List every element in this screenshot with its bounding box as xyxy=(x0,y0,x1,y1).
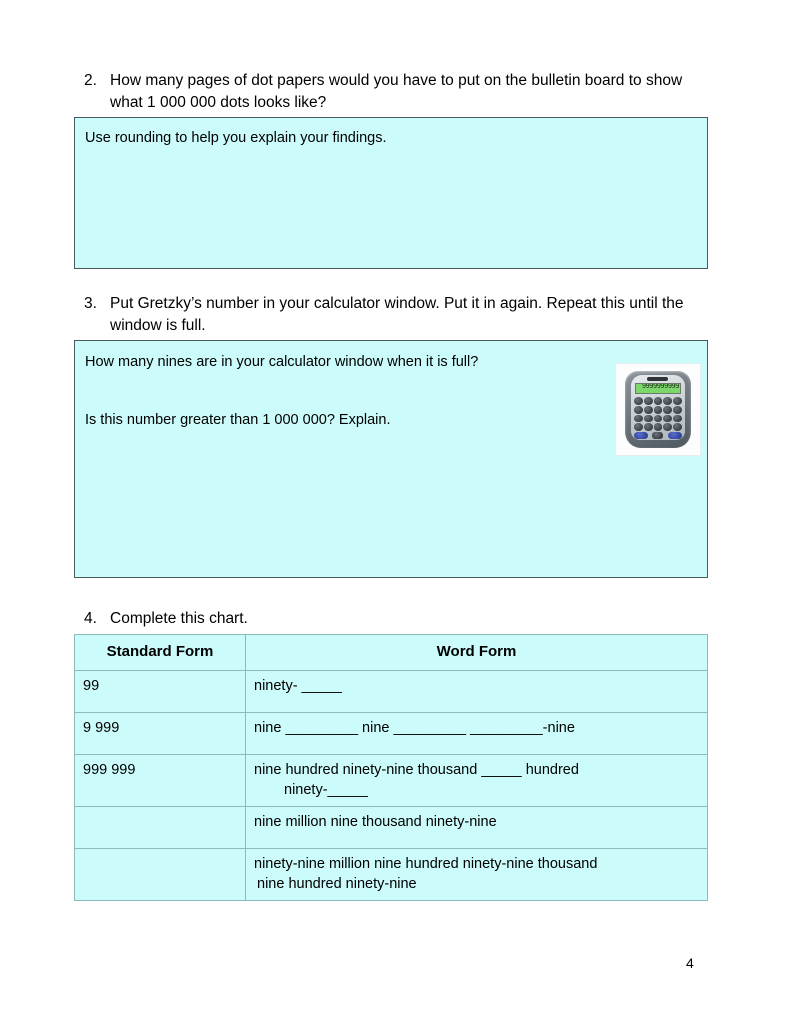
calculator-key xyxy=(644,415,653,423)
cell-word-form-line-1: nine hundred ninety-nine thousand _____ hundred xyxy=(254,762,579,778)
question-4-text: Complete this chart. xyxy=(110,610,248,627)
cell-word-form-line-1: ninety-nine million nine hundred ninety-nine thousand xyxy=(254,856,598,872)
calculator-key-mid xyxy=(652,432,663,439)
calculator-bottom-row xyxy=(634,432,682,440)
table-row[interactable] xyxy=(75,807,708,849)
calculator-key xyxy=(654,415,663,423)
calculator-key xyxy=(673,423,682,431)
question-3 xyxy=(84,293,702,337)
cell-standard-form[interactable] xyxy=(75,807,246,849)
calculator-key xyxy=(644,406,653,414)
calculator-key xyxy=(634,406,643,414)
answer-box-3-prompt-b: Is this number greater than 1 000 000? Explain. xyxy=(85,412,391,428)
calculator-key xyxy=(654,397,663,405)
cell-word-form[interactable] xyxy=(246,755,708,807)
calculator-key xyxy=(673,397,682,405)
answer-box-question-2[interactable] xyxy=(74,117,708,269)
question-4-number: 4. xyxy=(84,610,97,627)
calculator-faceplate xyxy=(631,375,685,440)
question-3-number: 3. xyxy=(84,295,97,312)
calculator-key xyxy=(644,423,653,431)
table-row[interactable] xyxy=(75,755,708,807)
page-number: 4 xyxy=(686,955,694,971)
cell-standard-form[interactable]: 999 999 xyxy=(75,755,246,807)
table-row[interactable] xyxy=(75,671,708,713)
cell-word-form[interactable] xyxy=(246,671,708,713)
calculator-key xyxy=(634,415,643,423)
cell-standard-form[interactable]: 9 999 xyxy=(75,713,246,755)
calculator-key xyxy=(673,415,682,423)
cell-word-form[interactable] xyxy=(246,807,708,849)
question-3-text: Put Gretzky’s number in your calculator window. Put it in again. Repeat this until the window is full. xyxy=(110,295,684,334)
calculator-key xyxy=(663,406,672,414)
cell-word-form-line-1: ninety- _____ xyxy=(254,678,342,694)
calculator-key-wide xyxy=(668,432,682,439)
calculator-key xyxy=(654,406,663,414)
answer-box-3-prompt-a: How many nines are in your calculator window when it is full? xyxy=(85,354,479,370)
cell-word-form-line-1: nine million nine thousand ninety-nine xyxy=(254,814,497,830)
table-row[interactable] xyxy=(75,713,708,755)
question-2-number: 2. xyxy=(84,72,97,89)
cell-word-form-line-2: nine hundred ninety-nine xyxy=(257,876,417,892)
calculator-icon xyxy=(615,363,701,456)
question-2-text: How many pages of dot papers would you have to put on the bulletin board to show what 1 000 000 dots looks like? xyxy=(110,72,683,111)
word-form-chart[interactable] xyxy=(74,634,708,901)
calculator-key xyxy=(663,423,672,431)
calculator-key xyxy=(654,423,663,431)
cell-standard-form[interactable]: 99 xyxy=(75,671,246,713)
cell-word-form-line-1: nine _________ nine _________ _________-nine xyxy=(254,720,575,736)
table-row[interactable] xyxy=(75,849,708,901)
question-2 xyxy=(84,70,684,114)
column-header-standard-form: Standard Form xyxy=(75,635,246,671)
table-header-row xyxy=(75,635,708,671)
question-4 xyxy=(84,608,504,630)
calculator-body xyxy=(625,371,691,448)
cell-word-form[interactable] xyxy=(246,713,708,755)
calculator-keypad xyxy=(634,397,682,431)
cell-standard-form[interactable] xyxy=(75,849,246,901)
answer-box-question-3[interactable] xyxy=(74,340,708,578)
calculator-key xyxy=(634,423,643,431)
calculator-key xyxy=(673,406,682,414)
calculator-key xyxy=(644,397,653,405)
cell-word-form[interactable] xyxy=(246,849,708,901)
calculator-key xyxy=(663,415,672,423)
calculator-key xyxy=(634,397,643,405)
answer-box-2-prompt: Use rounding to help you explain your findings. xyxy=(85,130,387,146)
calculator-display: 9999999999 xyxy=(635,383,681,394)
calculator-key-wide xyxy=(634,432,648,439)
solar-panel-icon xyxy=(647,377,668,381)
cell-word-form-line-2: ninety-_____ xyxy=(284,782,368,798)
calculator-key xyxy=(663,397,672,405)
column-header-word-form: Word Form xyxy=(246,635,708,671)
